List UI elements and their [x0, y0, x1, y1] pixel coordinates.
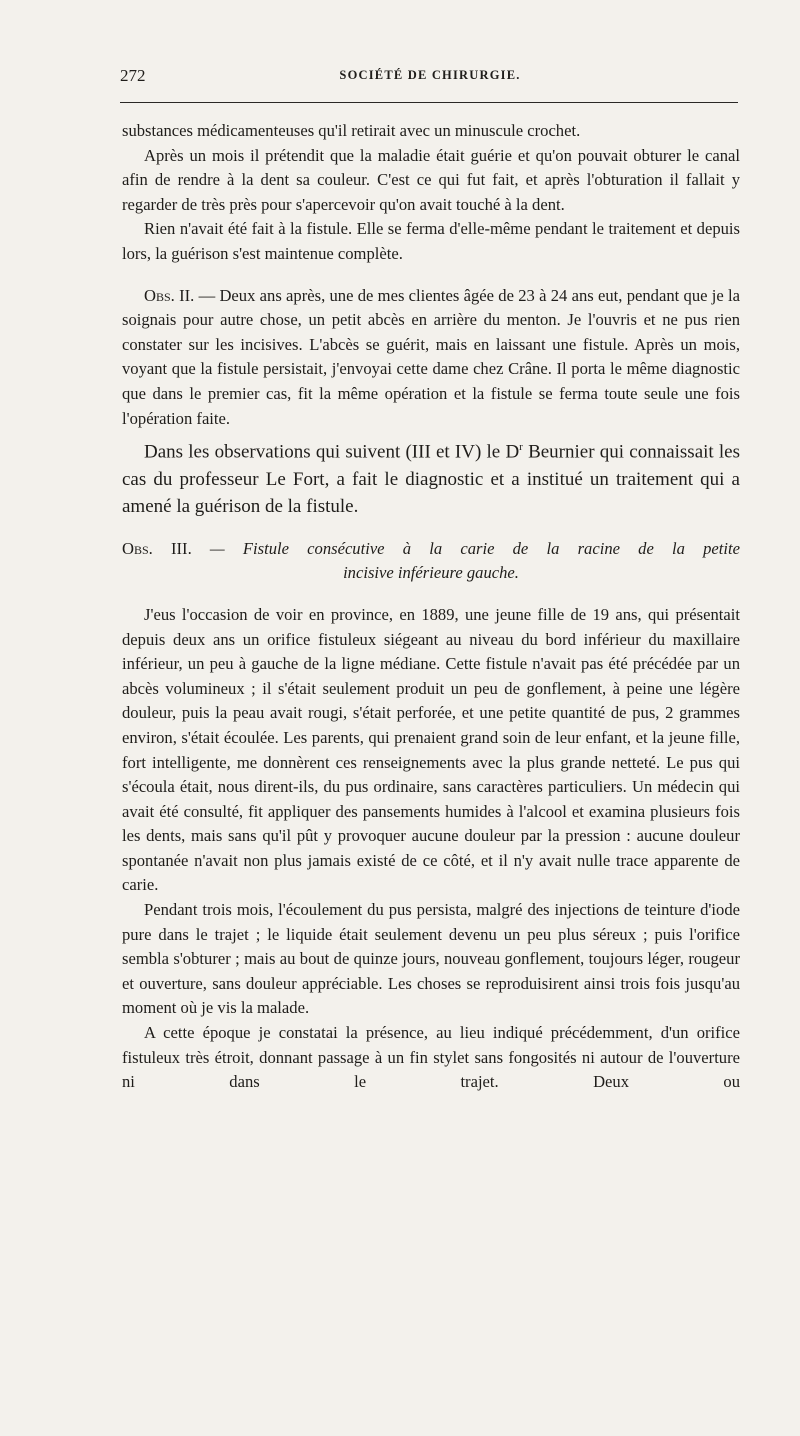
header-rule: [120, 102, 738, 103]
obs-2-label: Obs. II.: [144, 285, 195, 305]
obs-3-heading-line-2: incisive inférieure gauche.: [343, 562, 519, 582]
obs-3-heading-line-1: [122, 537, 740, 561]
body-text: [122, 119, 740, 1095]
paragraph-obs-2: [122, 284, 740, 432]
paragraph-three-months: Pendant trois mois, l'écoulement du pus persista, malgré des injections de teinture d'iode pure dans le trajet ; le liquide était seulement devenu un peu plus séreux ; puis l'orifice sembla s'obturer ; mais au bout de quinze jours, nouveau gonflement, toujours léger, rougeur et ouverture, sans douleur appréciable. Les choses se reproduisirent ainsi trois fois jusqu'au moment où je vis la malade.: [122, 900, 740, 1018]
paragraph-continuation: substances médicamenteuses qu'il retirait avec un minuscule crochet.: [122, 121, 581, 140]
paragraph-examination: A cette époque je constatai la présence, au lieu indiqué précédemment, d'un orifice fistuleux très étroit, donnant passage à un fin stylet sans fongosités ni autour de l'ouverture ni dans le trajet. Deux ou: [122, 1023, 740, 1092]
running-head: SOCIÉTÉ DE CHIRURGIE.: [339, 68, 521, 82]
page-number: 272: [120, 66, 146, 85]
obs-2-text: — Deux ans après, une de mes clientes âgée de 23 à 24 ans eut, pendant que je la soignais pour autre chose, un petit abcès en arrière du menton. Je l'ouvris et ne pus rien constater sur les incisives. L'abcès se guérit, mais en laissant une fistule. Après un mois, voyant que la fistule persistait, j'envoyai cette dame chez Crâne. Il porta le même diagnostic que dans le premier cas, fit la même opération et la fistule se ferma toute seule une fois l'opération faite.: [122, 285, 740, 428]
obs-3-title-a: — Fistule consécutive à la carie de la racine de la petite: [191, 538, 740, 558]
paragraph-obturation: Après un mois il prétendit que la maladie était guérie et qu'on pouvait obturer le canal afin de rendre à la dent sa couleur. C'est ce qui fut fait, et après l'obturation il fallait y regarder de très près pour s'apercevoir qu'on avait touché à la dent.: [122, 145, 740, 214]
page-header: [120, 66, 740, 96]
obs-3-label: Obs. III.: [122, 538, 192, 558]
paragraph-case-description: J'eus l'occasion de voir en province, en 1889, une jeune fille de 19 ans, qui présentait depuis deux ans un orifice fistuleux siégeant au niveau du bord inférieur du maxillaire inférieur, un peu à gauche de la ligne médiane. Cette fistule n'avait pas été précédée par un abcès volumineux ; il s'était seulement produit un peu de gonflement, à peine une légère douleur, puis la peau avait rougi, s'était perforée, et une petite quantité de pus, 2 grammes environ, s'était écoulée. Les parents, qui prenaient grand soin de leur enfant, et la jeune fille, fort intelligente, me donnèrent ces renseignements avec la plus grande netteté. Le pus qui s'écoula était, nous dirent-ils, du pus ordinaire, sans caractères particuliers. Un médecin qui avait été consulté, fit appliquer des pansements humides à l'alcool et examina plusieurs fois les dents, mais sans qu'il pût y provoquer aucune douleur par la pression : aucune douleur spontanée n'avait non plus jamais existé de ce côté, et il n'y avait nulle trace apparente de carie.: [122, 604, 740, 895]
intro-superscript: r: [519, 441, 523, 454]
intro-text-a: Dans les observations qui suivent (III et IV) le D: [144, 441, 520, 463]
intro-text-b: Beurnier qui connaissait les cas du professeur Le Fort, a fait le diagnostic et a institué un traitement qui a amené la guérison de la fistule.: [122, 441, 741, 518]
paragraph-fistule-closed: Rien n'avait été fait à la fistule. Elle se ferma d'elle-même pendant le traitement et depuis lors, la guérison s'est maintenue complète.: [122, 219, 740, 263]
paragraph-observations-intro: [122, 434, 740, 521]
obs-3-heading: [122, 537, 740, 585]
